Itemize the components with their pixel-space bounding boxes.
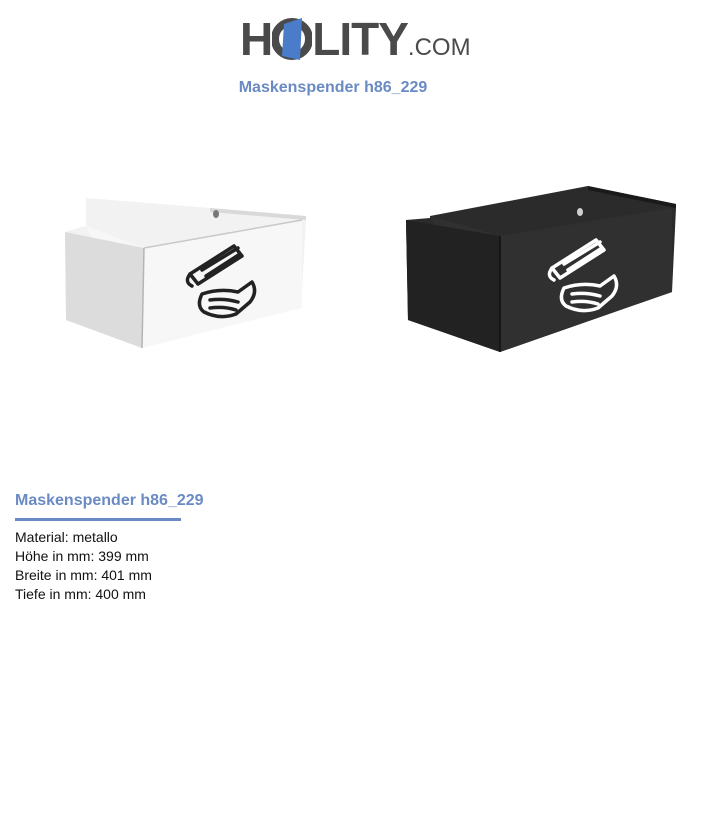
page-title: Maskenspender h86_229: [238, 79, 428, 96]
spec-height: Höhe in mm: 399 mm: [15, 548, 149, 564]
spec-list: [15, 528, 152, 604]
logo-domain: .COM: [407, 34, 471, 61]
white-dispenser-image: [60, 190, 312, 355]
section-title: Maskenspender h86_229: [15, 492, 204, 509]
holity-o-mark-icon: [272, 16, 312, 62]
spec-material: Material: metallo: [15, 529, 118, 545]
section-divider: [15, 518, 181, 521]
brand-logo[interactable]: [240, 12, 480, 68]
logo-letter-h: H: [240, 13, 273, 65]
logo-letters-lity: LITY: [312, 13, 408, 65]
spec-width: Breite in mm: 401 mm: [15, 567, 152, 583]
spec-depth: Tiefe in mm: 400 mm: [15, 586, 146, 602]
black-dispenser-image: [402, 180, 684, 358]
